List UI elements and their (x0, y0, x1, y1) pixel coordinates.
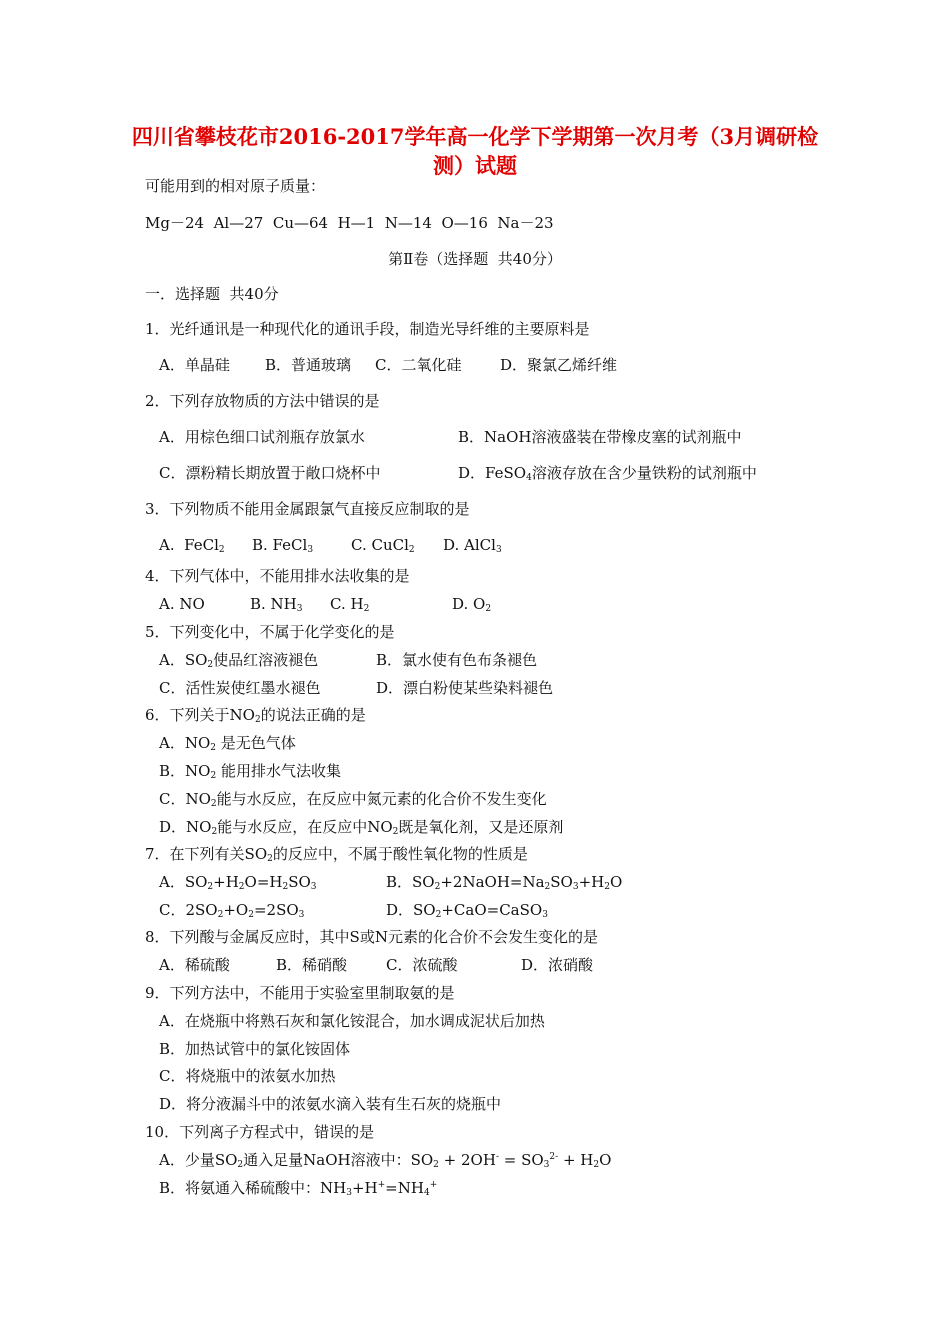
q5-option-b: B．氯水使有色布条褪色 (376, 651, 538, 669)
q2-option-b: B．NaOH溶液盛装在带橡皮塞的试剂瓶中 (458, 428, 742, 446)
q6-option-d: D．$NO_2$能与水反应，在反应中$NO_2$既是氧化剂，又是还原剂 (159, 818, 564, 837)
q8-option-d: D．浓硝酸 (521, 956, 594, 974)
q3-option-d: D. AlCl$_3$ (443, 536, 502, 555)
question-6-stem: 6．下列关于$NO_2$的说法正确的是 (145, 706, 366, 725)
q2-option-d: D．FeSO$_4$溶液存放在含少量铁粉的试剂瓶中 (458, 464, 757, 483)
q2-option-a: A．用棕色细口试剂瓶存放氯水 (159, 428, 365, 446)
question-4-stem: 4．下列气体中，不能用排水法收集的是 (145, 567, 410, 585)
q2-option-c: C．漂粉精长期放置于敞口烧杯中 (159, 464, 381, 482)
q7-option-a: A．$SO_2+H_2O=H_2SO_3$ (159, 873, 317, 892)
q8-option-a: A．稀硫酸 (159, 956, 230, 974)
question-3-stem: 3．下列物质不能用金属跟氯气直接反应制取的是 (145, 500, 470, 518)
atomic-mass-list: Mg－24 Al—27 Cu—64 H—1 N—14 O—16 Na－23 (145, 214, 554, 232)
q5-option-c: C．活性炭使红墨水褪色 (159, 679, 321, 697)
q6-option-b: B．$NO_2$ 能用排水气法收集 (159, 762, 341, 781)
q4-option-c: C. $H_2$ (330, 595, 370, 614)
atomic-mass-label: 可能用到的相对原子质量： (145, 177, 326, 195)
question-7-stem: 7．在下列有关$SO_2$的反应中，不属于酸性氧化物的性质是 (145, 845, 528, 864)
q3-option-c: C. CuCl$_2$ (351, 536, 415, 555)
part-title: 一．选择题 共40分 (145, 285, 279, 303)
q9-option-b: B．加热试管中的氯化铵固体 (159, 1040, 351, 1058)
q6-option-c: C．$NO_2$能与水反应，在反应中氮元素的化合价不发生变化 (159, 790, 547, 809)
q8-option-b: B．稀硝酸 (276, 956, 348, 974)
question-10-stem: 10．下列离子方程式中，错误的是 (145, 1123, 375, 1141)
q4-option-d: D. $O_2$ (452, 595, 492, 614)
section-title: 第Ⅱ卷（选择题 共40分） (388, 250, 562, 268)
q3-option-a: A. FeCl$_2$ (159, 536, 225, 555)
q9-option-c: C．将烧瓶中的浓氨水加热 (159, 1067, 336, 1085)
q5-option-a: A．$SO_2$使品红溶液褪色 (159, 651, 319, 670)
q5-option-d: D．漂白粉使某些染料褪色 (376, 679, 554, 697)
q7-option-d: D．$SO_2+CaO=CaSO_3$ (386, 901, 548, 920)
q7-option-c: C．$2SO_2+O_2=2SO_3$ (159, 901, 305, 920)
q7-option-b: B．$SO_2+2NaOH=Na_2SO_3+H_2O$ (386, 873, 623, 892)
q1-option-b: B．普通玻璃 (265, 356, 352, 374)
q1-option-d: D．聚氯乙烯纤维 (500, 356, 618, 374)
question-2-stem: 2．下列存放物质的方法中错误的是 (145, 392, 380, 410)
q9-option-a: A．在烧瓶中将熟石灰和氯化铵混合，加水调成泥状后加热 (159, 1012, 545, 1030)
q4-option-a: A. NO (159, 595, 205, 613)
q9-option-d: D．将分液漏斗中的浓氨水滴入装有生石灰的烧瓶中 (159, 1095, 502, 1113)
exam-title: 四川省攀枝花市2016-2017学年高一化学下学期第一次月考（3月调研检测）试题 (131, 124, 819, 178)
q6-option-a: A．$NO_2$ 是无色气体 (159, 734, 296, 753)
q3-option-b: B. FeCl$_3$ (252, 536, 314, 555)
q10-option-b: B．将氨通入稀硫酸中：$NH_3+H^+=NH_4^+$ (159, 1179, 438, 1198)
question-8-stem: 8．下列酸与金属反应时，其中S或N元素的化合价不会发生变化的是 (145, 928, 598, 946)
question-5-stem: 5．下列变化中，不属于化学变化的是 (145, 623, 395, 641)
q1-option-c: C．二氧化硅 (375, 356, 462, 374)
q10-option-a: A．少量$SO_2$通入足量NaOH溶液中：$SO_2 + 2OH^- = SO_3^{2-} + H_2O$ (159, 1151, 612, 1170)
q8-option-c: C．浓硫酸 (386, 956, 458, 974)
question-9-stem: 9．下列方法中，不能用于实验室里制取氨的是 (145, 984, 455, 1002)
question-1-stem: 1．光纤通讯是一种现代化的通讯手段，制造光导纤维的主要原料是 (145, 320, 590, 338)
q4-option-b: B. $NH_3$ (250, 595, 303, 614)
q1-option-a: A．单晶硅 (159, 356, 230, 374)
